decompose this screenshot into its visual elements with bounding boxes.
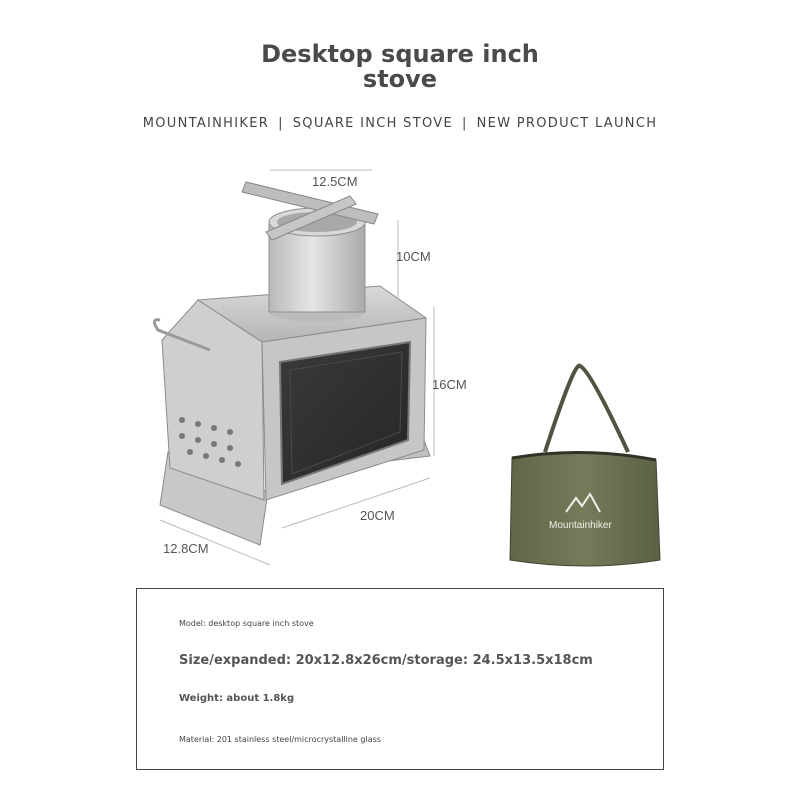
title-line-2: stove (362, 65, 438, 93)
dimension-body-height: 16CM (432, 377, 467, 392)
dimension-chimney-height: 10CM (396, 249, 431, 264)
title-line-1: Desktop square inch (261, 40, 539, 68)
tagline-product: SQUARE INCH STOVE (292, 116, 453, 131)
tagline-separator: | (461, 116, 468, 131)
spec-size: Size/expanded: 20x12.8x26cm/storage: 24.5x13.5x18cm (179, 653, 593, 668)
dimension-top-width: 12.5CM (312, 174, 358, 189)
storage-bag (510, 366, 660, 566)
spec-weight: Weight: about 1.8kg (179, 693, 295, 704)
bag-logo-text: Mountainhiker (549, 520, 612, 531)
tagline-launch: NEW PRODUCT LAUNCH (476, 116, 658, 131)
spec-material: Material: 201 stainless steel/microcrystalline glass (179, 735, 381, 744)
dimension-body-depth: 12.8CM (163, 541, 209, 556)
tagline-separator: | (278, 116, 284, 131)
stove (154, 182, 430, 545)
spec-box (136, 588, 664, 770)
spec-model: Model: desktop square inch stove (179, 619, 314, 628)
tagline-brand: MOUNTAINHIKER (142, 116, 270, 131)
dimension-body-length: 20CM (360, 508, 395, 523)
